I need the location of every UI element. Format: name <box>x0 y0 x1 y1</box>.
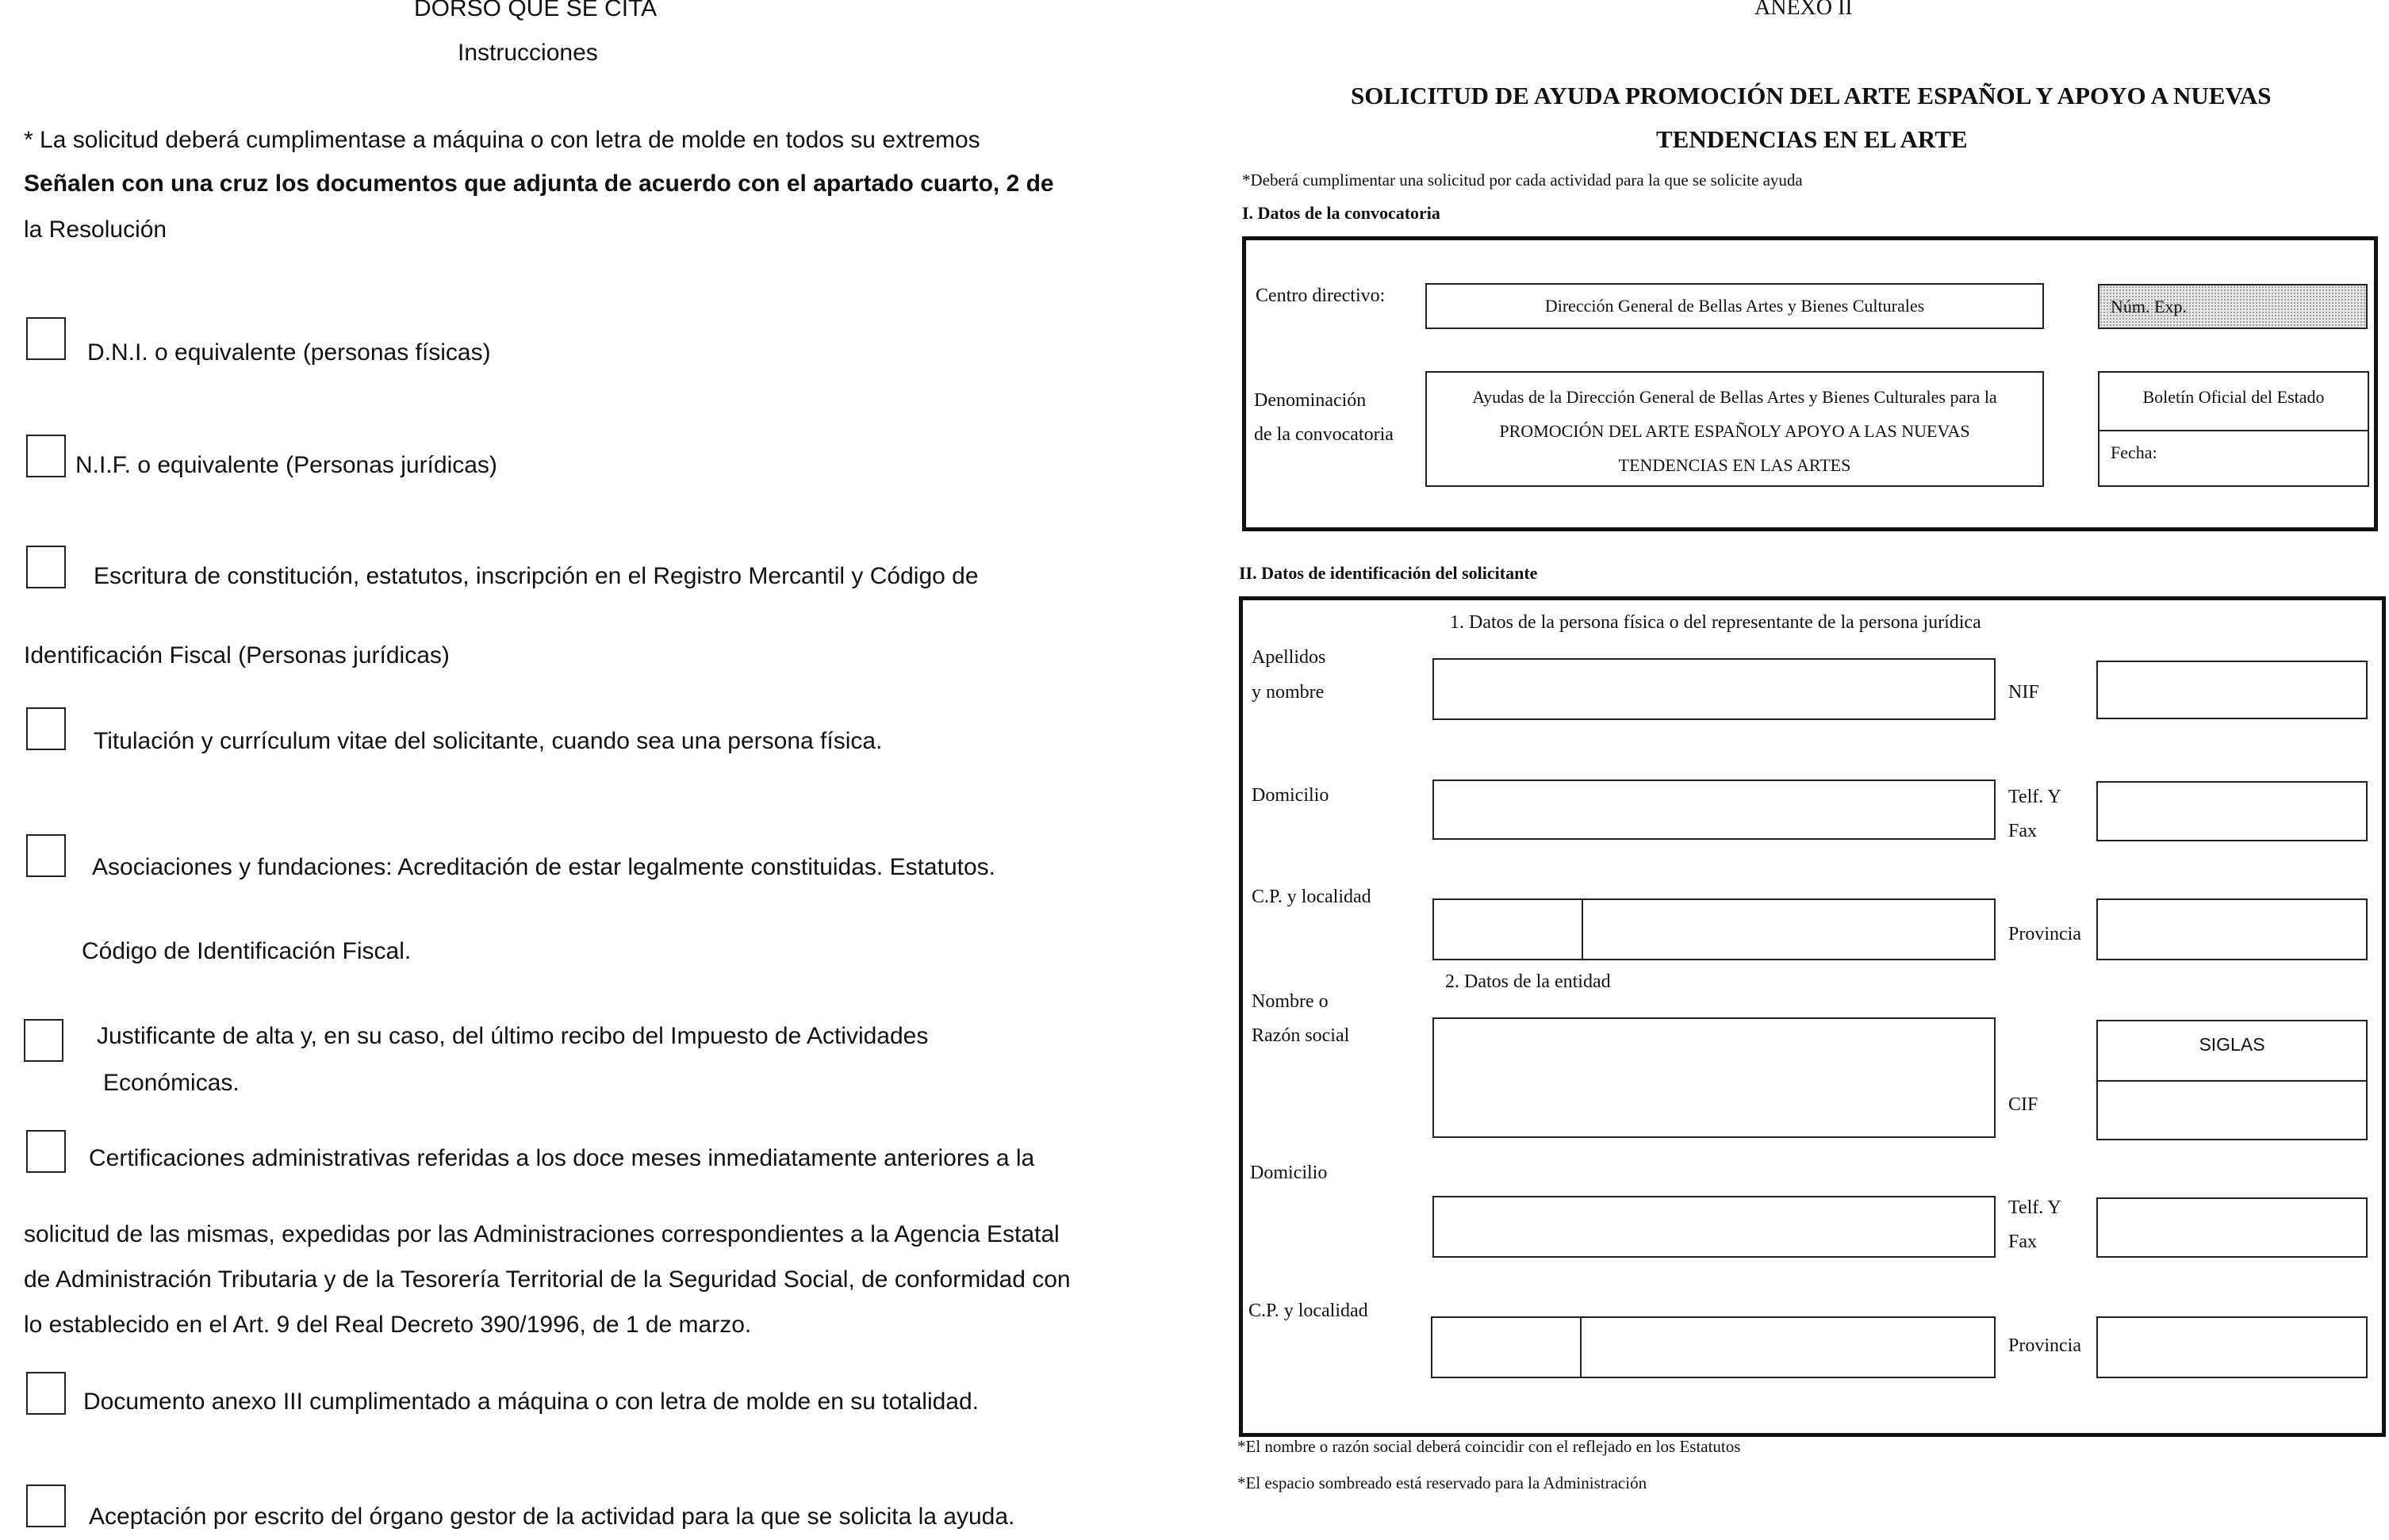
nombre-label-line1: Nombre o <box>1252 991 1329 1012</box>
denominacion-value-line3: TENDENCIAS EN LAS ARTES <box>1618 455 1851 475</box>
num-exp-label: Núm. Exp. <box>2111 297 2187 316</box>
note-top: *Deberá cumplimentar una solicitud por cada actividad para la que se solicite ayuda <box>1242 170 1803 190</box>
section1-heading: I. Datos de la convocatoria <box>1242 203 1440 223</box>
domicilio-input[interactable] <box>1432 780 1996 840</box>
fecha-label: Fecha: <box>2111 442 2157 462</box>
footnote-razon-social: *El nombre o razón social deberá coincidir con el reflejado en los Estatutos <box>1237 1437 1741 1456</box>
item-nif: N.I.F. o equivalente (Personas jurídicas) <box>75 452 497 478</box>
item-certificaciones-line1: Certificaciones administrativas referidas a los doce meses inmediatamente anteriores a la <box>89 1145 1035 1171</box>
instruction-note: * La solicitud deberá cumplimentase a máquina o con letra de molde en todos su extremos <box>24 127 980 153</box>
subsection1-label: 1. Datos de la persona física o del representante de la persona jurídica <box>1450 612 1981 633</box>
form-title-line1: SOLICITUD DE AYUDA PROMOCIÓN DEL ARTE ESPAÑOL Y APOYO A NUEVAS <box>1351 82 2272 109</box>
num-exp-field <box>2098 284 2368 329</box>
item-titulacion: Titulación y currículum vitae del solicitante, cuando sea una persona física. <box>94 728 883 754</box>
cp-input[interactable] <box>1432 898 1583 960</box>
apellidos-label-line2: y nombre <box>1252 682 1325 703</box>
checkbox-justificante[interactable] <box>24 1019 63 1062</box>
checkbox-dni[interactable] <box>26 317 66 360</box>
item-asociaciones-line1: Asociaciones y fundaciones: Acreditación de estar legalmente constituidas. Estatutos. <box>92 854 995 880</box>
item-justificante-line1: Justificante de alta y, en su caso, del último recibo del Impuesto de Actividades <box>97 1023 929 1049</box>
item-escritura-line1: Escritura de constitución, estatutos, inscripción en el Registro Mercantil y Código de <box>94 563 979 589</box>
siglas-divider <box>2098 1080 2366 1082</box>
item-aceptacion: Aceptación por escrito del órgano gestor de la actividad para la que se solicita la ayuda. <box>89 1504 1015 1530</box>
anexo-label: ANEXO II <box>1754 0 1853 20</box>
siglas-field[interactable] <box>2096 1020 2368 1140</box>
fax-label: Fax <box>2008 821 2037 841</box>
localidad-input[interactable] <box>1582 898 1996 960</box>
checkbox-nif[interactable] <box>26 435 66 477</box>
localidad2-input[interactable] <box>1580 1316 1996 1378</box>
subsection2-label: 2. Datos de la entidad <box>1445 971 1611 992</box>
footnote-sombreado: *El espacio sombreado está reservado para la Administración <box>1237 1473 1647 1492</box>
checkbox-asociaciones[interactable] <box>26 834 66 877</box>
boletin-label: Boletín Oficial del Estado <box>2142 387 2325 407</box>
nombre-label-line2: Razón social <box>1252 1025 1350 1046</box>
domicilio2-input[interactable] <box>1432 1196 1996 1258</box>
centro-directivo-field[interactable] <box>1425 283 2044 329</box>
item-certificaciones-line2: solicitud de las mismas, expedidas por las Administraciones correspondientes a la Agencia Estatal <box>24 1221 1060 1247</box>
checkbox-titulacion[interactable] <box>26 707 66 750</box>
cif-label: CIF <box>2008 1094 2038 1115</box>
telf-label: Telf. Y <box>2008 787 2061 807</box>
section2-heading: II. Datos de identificación del solicitante <box>1239 563 1538 583</box>
checkbox-certificaciones[interactable] <box>26 1130 66 1173</box>
denominacion-label-line2: de la convocatoria <box>1254 424 1394 445</box>
item-anexo-iii: Documento anexo III cumplimentado a máquina o con letra de molde en su totalidad. <box>83 1389 980 1415</box>
telf2-label: Telf. Y <box>2008 1197 2061 1218</box>
nif-input[interactable] <box>2096 661 2368 719</box>
item-justificante-line2: Económicas. <box>103 1070 240 1096</box>
form-title-line2: TENDENCIAS EN EL ARTE <box>1656 125 1968 153</box>
left-title: DORSO QUE SE CITA <box>414 0 658 21</box>
provincia2-input[interactable] <box>2096 1316 2368 1378</box>
cp-localidad2-label: C.P. y localidad <box>1248 1301 1368 1321</box>
denominacion-value-line2: PROMOCIÓN DEL ARTE ESPAÑOLY APOYO A LAS NUEVAS <box>1499 421 1970 441</box>
denominacion-field[interactable] <box>1425 371 2044 487</box>
provincia-label: Provincia <box>2008 924 2081 944</box>
apellidos-label-line1: Apellidos <box>1252 647 1326 668</box>
provincia2-label: Provincia <box>2008 1335 2081 1356</box>
denominacion-value-line1: Ayudas de la Dirección General de Bellas Artes y Bienes Culturales para la <box>1472 387 1997 407</box>
telf-fax2-input[interactable] <box>2096 1197 2368 1258</box>
checkbox-anexo-iii[interactable] <box>26 1372 66 1415</box>
razon-social-input[interactable] <box>1432 1017 1996 1138</box>
apellidos-nombre-input[interactable] <box>1432 658 1996 720</box>
instruction-bold-line2: la Resolución <box>24 216 167 243</box>
item-escritura-line2: Identificación Fiscal (Personas jurídicas) <box>24 642 450 668</box>
boletin-field[interactable] <box>2098 371 2369 487</box>
left-subtitle: Instrucciones <box>458 40 598 66</box>
provincia-input[interactable] <box>2096 898 2368 960</box>
item-dni: D.N.I. o equivalente (personas físicas) <box>87 339 491 366</box>
denominacion-label-line1: Denominación <box>1254 390 1367 411</box>
centro-directivo-label: Centro directivo: <box>1256 285 1386 306</box>
cp2-input[interactable] <box>1431 1316 1582 1378</box>
siglas-label: SIGLAS <box>2199 1034 2265 1055</box>
section2-frame <box>1239 596 2386 1437</box>
item-certificaciones-line4: lo establecido en el Art. 9 del Real Decreto 390/1996, de 1 de marzo. <box>24 1312 752 1338</box>
domicilio-label: Domicilio <box>1252 785 1329 806</box>
domicilio2-label: Domicilio <box>1250 1163 1328 1183</box>
nif-label: NIF <box>2008 682 2039 703</box>
checkbox-aceptacion[interactable] <box>26 1484 66 1527</box>
boletin-divider <box>2099 430 2368 431</box>
fax2-label: Fax <box>2008 1232 2037 1252</box>
telf-fax-input[interactable] <box>2096 781 2368 841</box>
instruction-bold-line1: Señalen con una cruz los documentos que adjunta de acuerdo con el apartado cuarto, 2 de <box>24 170 1054 197</box>
centro-directivo-value: Dirección General de Bellas Artes y Bienes Culturales <box>1544 296 1925 316</box>
cp-localidad-label: C.P. y localidad <box>1252 887 1371 907</box>
checkbox-escritura[interactable] <box>26 546 66 588</box>
item-certificaciones-line3: de Administración Tributaria y de la Tesorería Territorial de la Seguridad Social, de conformidad con <box>24 1266 1071 1293</box>
item-asociaciones-line2: Código de Identificación Fiscal. <box>82 938 412 964</box>
